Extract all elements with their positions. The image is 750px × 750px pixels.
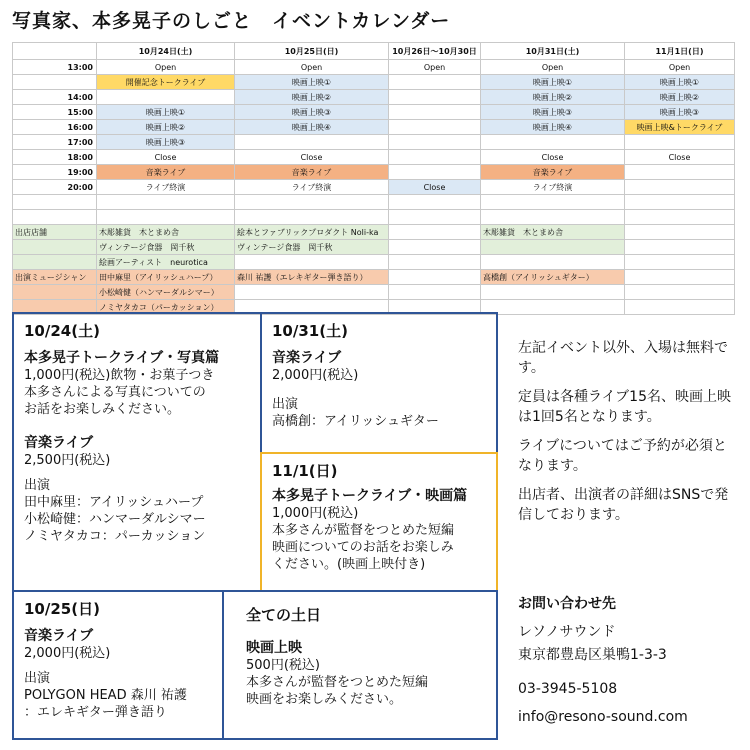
event-text: 本多さんによる写真についての <box>24 385 206 400</box>
event-title: 音楽ライブ <box>24 435 94 451</box>
event-date: 全ての土日 <box>246 606 322 624</box>
cell <box>389 120 481 135</box>
shops-row <box>13 255 735 270</box>
cell: 映画上映③ <box>625 105 735 120</box>
event-box-1025 <box>12 590 224 740</box>
performer: 田中麻里：アイリッシュハープ <box>24 495 204 510</box>
performers-label: 出演 <box>24 671 51 686</box>
info-text: 出店者、出演者の詳細はSNSで発信しております。 <box>518 487 729 523</box>
event-price: 2,000円(税込) <box>272 368 359 383</box>
cell <box>13 285 97 300</box>
time-cell: 14:00 <box>13 90 97 105</box>
cell <box>389 240 481 255</box>
time-row <box>13 120 735 135</box>
event-box-1024 <box>12 312 262 592</box>
shop-cell: ヴィンテージ食器 岡千秋 <box>97 240 235 255</box>
cell <box>389 225 481 240</box>
cell <box>389 75 481 90</box>
cell <box>481 135 625 150</box>
event-text: 映画についてのお話をお楽しみ <box>272 540 454 555</box>
cell <box>389 285 481 300</box>
cell: Close <box>625 150 735 165</box>
musician-cell: 小松崎健（ハンマーダルシマー） <box>97 285 235 300</box>
event-date: 10/25(日) <box>24 600 100 618</box>
cell <box>389 105 481 120</box>
page-title: 写真家、本多晃子のしごと イベントカレンダー <box>12 10 451 32</box>
cell <box>235 255 389 270</box>
musician-cell: ノミヤタカコ（パーカッション） <box>97 300 235 315</box>
shop-cell: 絵本とファブリックプロダクト Noli-ka <box>235 225 389 240</box>
cell <box>625 300 735 315</box>
cell: 映画上映④ <box>481 120 625 135</box>
event-text: 1,000円(税込) <box>272 506 359 521</box>
corner-cell <box>13 43 97 60</box>
performer: POLYGON HEAD 森川 祐護 <box>24 688 187 703</box>
cell: ライブ終演 <box>97 180 235 195</box>
calendar-header-row <box>13 43 735 60</box>
cell: Close <box>97 150 235 165</box>
cell: ライブ終演 <box>235 180 389 195</box>
event-calendar <box>12 42 735 315</box>
contact-info <box>518 594 743 730</box>
spacer-row <box>13 195 735 210</box>
event-title: 映画上映 <box>246 640 302 656</box>
cell <box>97 90 235 105</box>
cell <box>481 285 625 300</box>
event-text: 本多さんが監督をつとめた短編 <box>272 523 455 538</box>
shops-row <box>13 225 735 240</box>
cell: 映画上映① <box>97 105 235 120</box>
contact-address: 東京都豊島区巣鴨1-3-3 <box>518 647 667 663</box>
time-row <box>13 180 735 195</box>
cell: 音楽ライブ <box>97 165 235 180</box>
cell: Close <box>481 150 625 165</box>
event-text: お話をお楽しみください。 <box>24 402 181 417</box>
cell <box>625 285 735 300</box>
cell: 開催記念トークライブ <box>97 75 235 90</box>
cell: Open <box>235 60 389 75</box>
time-cell: 16:00 <box>13 120 97 135</box>
cell <box>13 240 97 255</box>
cell: ライブ終演 <box>481 180 625 195</box>
cell <box>625 255 735 270</box>
performer: ：エレキギター弾き語り <box>24 705 167 720</box>
cell <box>625 240 735 255</box>
cell: Open <box>389 60 481 75</box>
performers-label: 出演 <box>272 397 299 412</box>
event-date: 11/1(日) <box>272 462 338 480</box>
event-box-1101 <box>260 452 498 592</box>
cell: 映画上映① <box>481 75 625 90</box>
time-row <box>13 150 735 165</box>
time-cell: 19:00 <box>13 165 97 180</box>
time-row <box>13 165 735 180</box>
cell <box>625 225 735 240</box>
cell <box>625 135 735 150</box>
time-cell: 15:00 <box>13 105 97 120</box>
event-price: 500円(税込) <box>246 658 320 673</box>
event-title: 本多晃子トークライブ・映画篇 <box>272 488 468 504</box>
cell: 映画上映&トークライブ <box>625 120 735 135</box>
cell: 映画上映② <box>625 90 735 105</box>
shop-cell: 木彫雑貨 木とまめ舎 <box>97 225 235 240</box>
spacer-row <box>13 210 735 225</box>
cell: 映画上映③ <box>97 135 235 150</box>
shop-cell: ヴィンテージ食器 岡千秋 <box>235 240 389 255</box>
contact-name: レソノサウンド <box>518 624 616 640</box>
cell <box>389 135 481 150</box>
time-cell <box>13 75 97 90</box>
musicians-row <box>13 285 735 300</box>
cell: 映画上映② <box>481 90 625 105</box>
event-box-weekends <box>222 590 498 740</box>
time-row <box>13 75 735 90</box>
musician-cell: 田中麻里（アイリッシュハープ） <box>97 270 235 285</box>
cell: Open <box>97 60 235 75</box>
time-row <box>13 60 735 75</box>
event-text: ください。(映画上映付き) <box>272 557 426 572</box>
info-text: 左記イベント以外、入場は無料です。 <box>518 340 728 376</box>
cell <box>389 270 481 285</box>
cell <box>235 135 389 150</box>
cell: 映画上映③ <box>481 105 625 120</box>
time-cell: 18:00 <box>13 150 97 165</box>
shop-cell: 木彫雑貨 木とまめ舎 <box>481 225 625 240</box>
info-text: 定員は各種ライブ15名、映画上映は1回5名となります。 <box>518 389 731 425</box>
header-day-1: 10月24日(土) <box>97 43 235 60</box>
performers-label: 出演 <box>24 478 51 493</box>
cell: Close <box>235 150 389 165</box>
shops-row <box>13 240 735 255</box>
event-date: 10/31(土) <box>272 322 348 340</box>
header-day-4: 10月31日(土) <box>481 43 625 60</box>
cell <box>625 270 735 285</box>
cell <box>625 180 735 195</box>
cell <box>481 255 625 270</box>
event-title: 音楽ライブ <box>272 350 342 366</box>
time-row <box>13 90 735 105</box>
musicians-label: 出演ミュージシャン <box>13 270 97 285</box>
time-cell: 17:00 <box>13 135 97 150</box>
general-info <box>518 338 740 534</box>
header-day-3: 10月26日〜10月30日 <box>389 43 481 60</box>
cell: Open <box>481 60 625 75</box>
info-text: ライブについてはご予約が必須となります。 <box>518 438 727 474</box>
cell <box>389 150 481 165</box>
time-row <box>13 135 735 150</box>
time-cell: 13:00 <box>13 60 97 75</box>
musicians-row <box>13 270 735 285</box>
event-date: 10/24(土) <box>24 322 100 340</box>
event-title: 音楽ライブ <box>24 628 94 644</box>
event-title: 本多晃子トークライブ・写真篇 <box>24 350 220 366</box>
cell <box>389 165 481 180</box>
musician-cell: 高橋創（アイリッシュギター） <box>481 270 625 285</box>
shops-label: 出店店舗 <box>13 225 97 240</box>
contact-phone: 03-3945-5108 <box>518 681 618 697</box>
cell <box>389 90 481 105</box>
cell: Open <box>625 60 735 75</box>
event-text: 映画をお楽しみください。 <box>246 692 403 707</box>
performer: 小松崎健：ハンマーダルシマー <box>24 512 206 527</box>
musician-cell: 森川 祐護（エレキギター弾き語り） <box>235 270 389 285</box>
contact-email: info@resono-sound.com <box>518 709 688 725</box>
time-row <box>13 105 735 120</box>
event-text: 本多さんが監督をつとめた短編 <box>246 675 429 690</box>
shop-cell: 絵画アーティスト neurotica <box>97 255 235 270</box>
cell: 映画上映② <box>235 90 389 105</box>
cell <box>625 165 735 180</box>
cell: 音楽ライブ <box>481 165 625 180</box>
event-box-1031 <box>260 312 498 454</box>
time-cell: 20:00 <box>13 180 97 195</box>
performer: 高橋創：アイリッシュギター <box>272 414 439 429</box>
cell: 映画上映① <box>625 75 735 90</box>
cell <box>389 255 481 270</box>
cell <box>481 240 625 255</box>
cell: 音楽ライブ <box>235 165 389 180</box>
performer: ノミヤタカコ：パーカッション <box>24 529 206 544</box>
header-day-5: 11月1日(日) <box>625 43 735 60</box>
cell <box>481 300 625 315</box>
cell <box>13 255 97 270</box>
cell: 映画上映③ <box>235 105 389 120</box>
cell <box>235 285 389 300</box>
contact-heading: お問い合わせ先 <box>518 596 616 612</box>
header-day-2: 10月25日(日) <box>235 43 389 60</box>
cell: 映画上映① <box>235 75 389 90</box>
cell: 映画上映② <box>97 120 235 135</box>
event-price: 2,000円(税込) <box>24 646 111 661</box>
event-price: 2,500円(税込) <box>24 453 111 468</box>
cell: Close <box>389 180 481 195</box>
event-text: 1,000円(税込)飲物・お菓子つき <box>24 368 215 383</box>
cell: 映画上映④ <box>235 120 389 135</box>
